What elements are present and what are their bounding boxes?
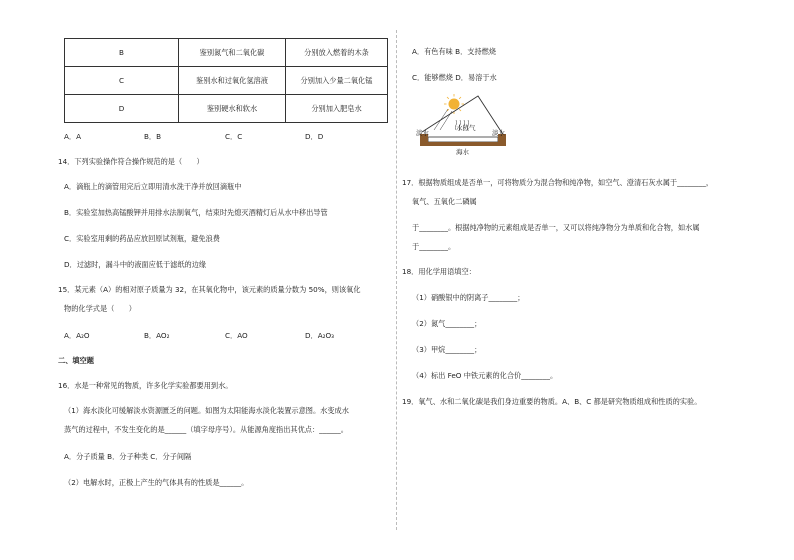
q16-part1-line2: 蒸气的过程中，不发生变化的是______（填字母序号）。从能源角度指出其优点：______。 (64, 425, 348, 434)
q16-options: A．分子质量 B．分子种类 C．分子间隔 (64, 452, 192, 461)
q13-option-b: B．B (144, 132, 162, 141)
q14-stem: 14．下列实验操作符合操作规范的是（ ） (58, 157, 204, 166)
q13-option-c: C．C (225, 132, 243, 141)
diagram-label-left-freshwater: 淡水 (416, 129, 429, 137)
q18-part2: （2）氮气________； (412, 319, 482, 328)
q16-answer-options-line1: A．有色有味 B．支持燃烧 (412, 47, 497, 56)
q14-option-c: C．实验室用剩的药品应放回原试剂瓶，避免浪费 (64, 234, 220, 243)
table-cell-method: 分别放入燃着的木条 (286, 39, 388, 67)
q13-option-d: D．D (305, 132, 324, 141)
diagram-label-seawater: 海水 (456, 148, 469, 156)
q14-option-d: D．过滤时，漏斗中的液面应低于滤纸的边缘 (64, 260, 207, 269)
diagram-label-right-freshwater: 淡水 (492, 129, 505, 137)
q19-stem: 19．氧气、水和二氧化碳是我们身边重要的物质。A、B、C 都是研究物质组成和性质的实验。 (402, 397, 702, 406)
table-cell-purpose: 鉴别水和过氧化氢溶液 (179, 67, 286, 95)
q17-line4: 于________。 (412, 242, 456, 251)
base-plate (420, 142, 506, 146)
table-cell-letter: C (65, 67, 179, 95)
seawater-basin (428, 137, 498, 142)
q18-part3: （3）甲烷________； (412, 345, 482, 354)
table-row (65, 39, 388, 67)
q16-part1-line1: （1）海水淡化可缓解淡水资源匮乏的问题。如图为太阳能海水淡化装置示意图。水变成水 (64, 406, 349, 415)
sunlight-rays (434, 109, 452, 130)
q16-stem: 16．水是一种常见的物质，许多化学实验都要用到水。 (58, 381, 233, 390)
table-cell-purpose: 鉴别硬水和软水 (179, 95, 286, 123)
q18-part4: （4）标出 FeO 中铁元素的化合价________。 (412, 371, 558, 380)
q14-option-a: A．滴瓶上的滴管用完后立即用清水洗干净并放回滴瓶中 (64, 182, 242, 191)
q15-stem-line2: 物的化学式是（ ） (64, 304, 136, 313)
q16-answer-options-line2: C．能够燃烧 D．易溶于水 (412, 73, 497, 82)
options-table (64, 38, 388, 123)
q13-option-a: A．A (64, 132, 82, 141)
q17-line2: 氧气、五氧化二磷属 (412, 197, 477, 206)
q15-option-d: D．A₂O₃ (305, 331, 335, 340)
q17-line3: 于________。根据纯净物的元素组成是否单一，又可以将纯净物分为单质和化合物，如水属 (412, 223, 700, 232)
table-row (65, 95, 388, 123)
q18-part1: （1）硝酸银中的阴离子________； (412, 293, 525, 302)
q14-option-b: B．实验室加热高锰酸钾并用排水法制氧气，结束时先熄灭酒精灯后从水中移出导管 (64, 208, 328, 217)
diagram-label-steam: 水蒸气 (456, 124, 476, 132)
section-title: 二、填空题 (58, 356, 94, 365)
q15-option-c: C．AO (225, 331, 248, 340)
table-cell-method: 分别加入肥皂水 (286, 95, 388, 123)
q16-part2: （2）电解水时，正极上产生的气体具有的性质是______。 (64, 478, 249, 487)
q18-stem: 18．用化学用语填空： (402, 267, 476, 276)
q15-stem-line1: 15．某元素（A）的相对原子质量为 32，在其氧化物中，该元素的质量分数为 50%，则该氧化 (58, 285, 361, 294)
q15-option-a: A．A₂O (64, 331, 90, 340)
table-cell-method: 分别加入少量二氧化锰 (286, 67, 388, 95)
desalination-diagram (412, 92, 512, 154)
table-cell-letter: B (65, 39, 179, 67)
table-cell-purpose: 鉴别氮气和二氧化碳 (179, 39, 286, 67)
q15-option-b: B．AO₂ (144, 331, 170, 340)
q17-line1: 17．根据物质组成是否单一，可将物质分为混合物和纯净物，如空气、澄清石灰水属于________， (402, 178, 714, 187)
table-row (65, 67, 388, 95)
table-cell-letter: D (65, 95, 179, 123)
column-divider (396, 30, 397, 530)
